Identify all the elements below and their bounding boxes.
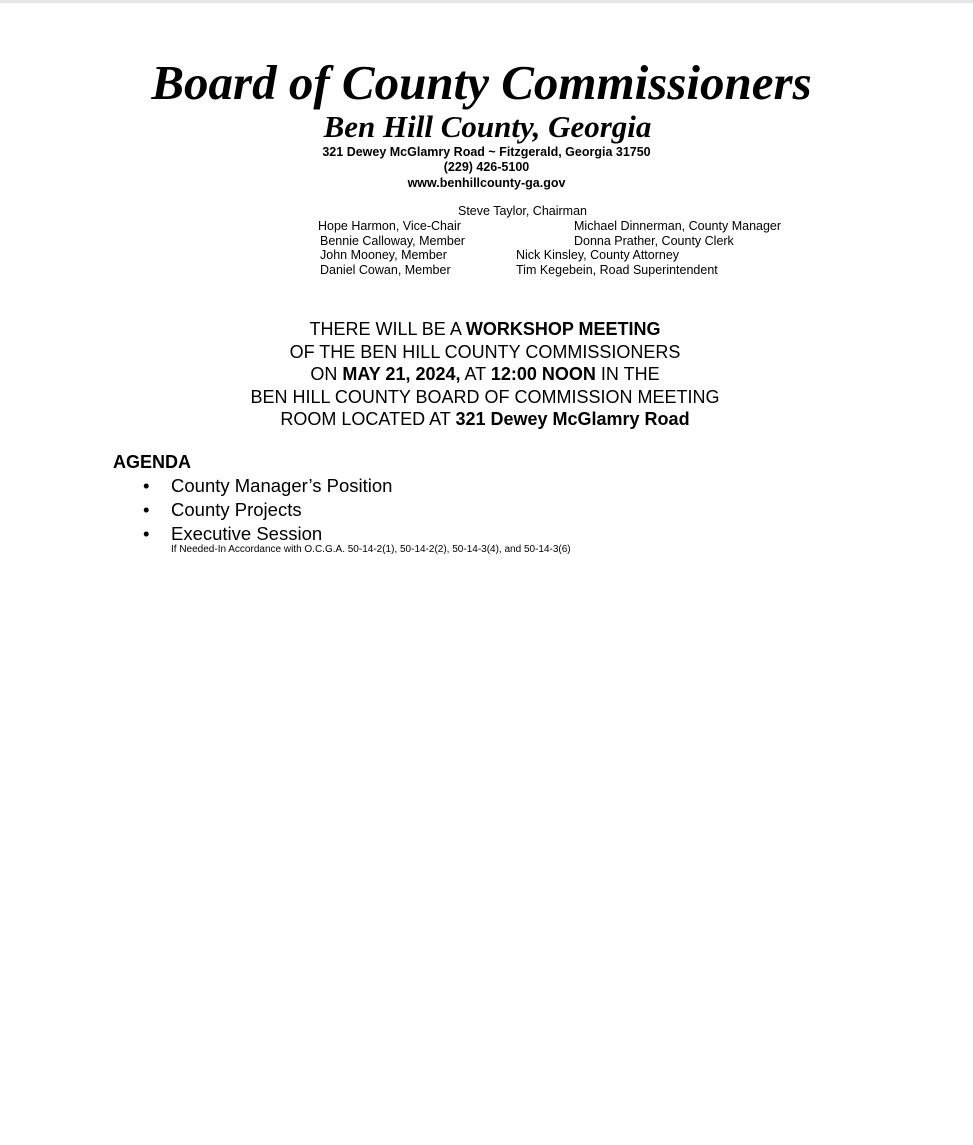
address: 321 Dewey McGlamry Road ~ Fitzgerald, Georgia 31750: [322, 145, 651, 159]
notice-line-5: ROOM LOCATED AT 321 Dewey McGlamry Road: [280, 409, 690, 429]
phone: (229) 426-5100: [443, 160, 530, 174]
official-road-superintendent: Tim Kegebein, Road Superintendent: [516, 263, 718, 277]
document-title: Board of County Commissioners: [151, 55, 812, 110]
notice-line-2: OF THE BEN HILL COUNTY COMMISSIONERS: [289, 341, 681, 362]
notice-line-4: BEN HILL COUNTY BOARD OF COMMISSION MEETING: [250, 386, 720, 407]
official-county-manager: Michael Dinnerman, County Manager: [574, 219, 782, 233]
official-vice-chair: Hope Harmon, Vice-Chair: [318, 219, 461, 233]
official-member-2: John Mooney, Member: [320, 248, 447, 262]
notice-line-3: ON MAY 21, 2024, AT 12:00 NOON IN THE: [310, 364, 660, 384]
agenda-item: • Executive Session: [143, 523, 323, 544]
official-chairman: Steve Taylor, Chairman: [458, 204, 587, 218]
notice-line-1: THERE WILL BE A WORKSHOP MEETING: [309, 319, 661, 339]
agenda-heading: AGENDA: [113, 452, 192, 472]
official-county-clerk: Donna Prather, County Clerk: [574, 234, 734, 248]
official-county-attorney: Nick Kinsley, County Attorney: [516, 248, 680, 262]
official-member-1: Bennie Calloway, Member: [320, 234, 465, 248]
meeting-notice: [0, 318, 970, 431]
bullet-icon: •: [143, 523, 150, 544]
top-border: [0, 0, 973, 3]
county-name: Ben Hill County, Georgia: [323, 109, 652, 144]
website: www.benhillcounty-ga.gov: [407, 176, 566, 190]
agenda-item: • County Projects: [143, 499, 302, 520]
agenda-item: • County Manager’s Position: [143, 475, 393, 496]
executive-session-note: If Needed-In Accordance with O.C.G.A. 50-14-2(1), 50-14-2(2), 50-14-3(4), and 50-14-3(6): [171, 544, 571, 555]
official-member-3: Daniel Cowan, Member: [320, 263, 451, 277]
bullet-icon: •: [143, 475, 150, 496]
bullet-icon: •: [143, 499, 150, 520]
